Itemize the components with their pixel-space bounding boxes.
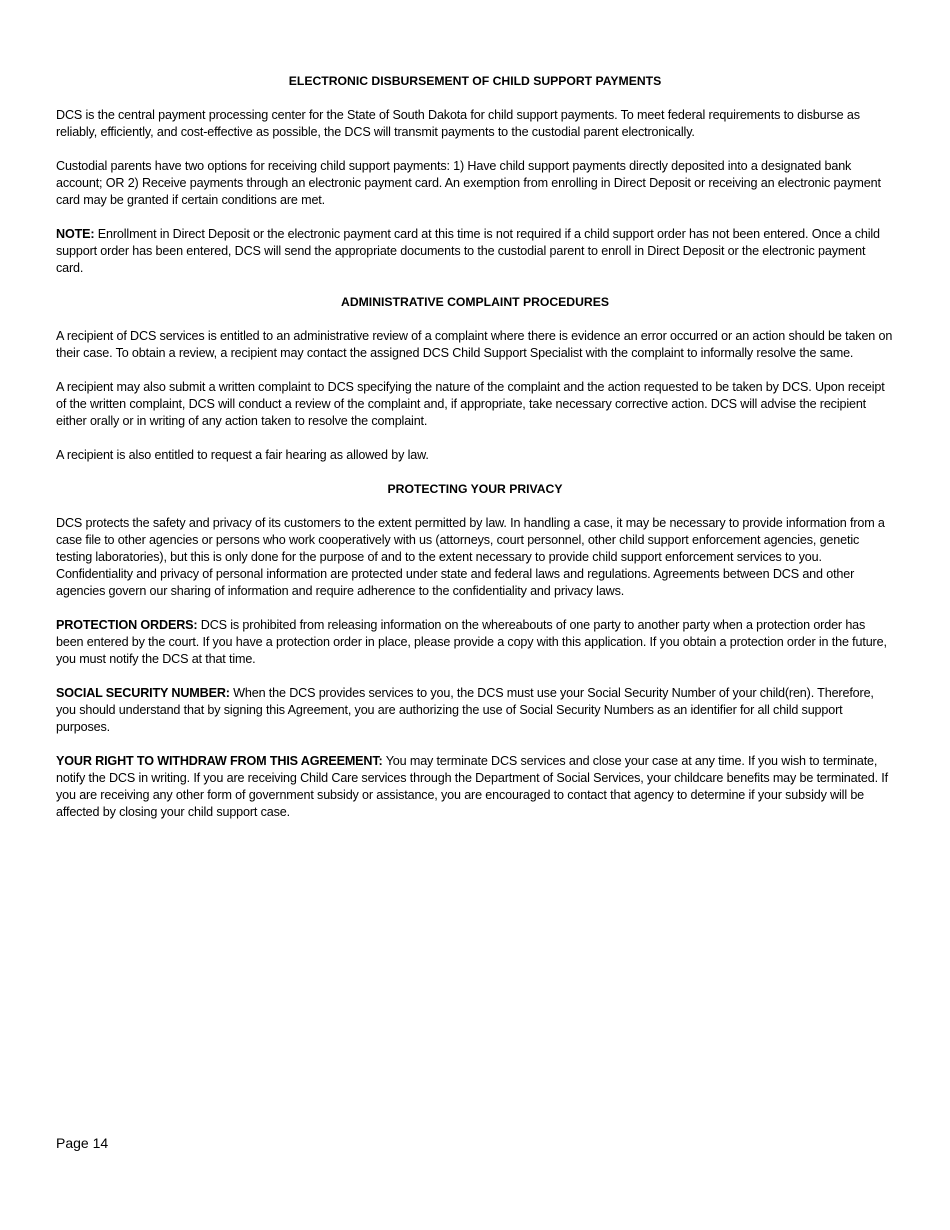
paragraph-text: When the DCS provides services to you, the DCS must use your Social Security Number of your child(ren). Therefore, you should understand that by signing this Agreement, you are authorizing the use of Social Security Numbers as an identifier for all child support purposes. (56, 686, 874, 734)
document-page (56, 73, 894, 838)
paragraph-lead-right-to-withdraw: YOUR RIGHT TO WITHDRAW FROM THIS AGREEMENT: (56, 754, 383, 768)
paragraph-text: Custodial parents have two options for receiving child support payments: 1) Have child support payments directly deposited into a designated bank account; OR 2) Receive payments through an electronic payment card. An exemption from enrolling in Direct Deposit or receiving an electronic payment card may be granted if certain conditions are met. (56, 159, 881, 207)
paragraph (56, 328, 894, 362)
paragraph-text: DCS protects the safety and privacy of its customers to the extent permitted by law. In handling a case, it may be necessary to provide information from a case file to other agencies or persons who work cooperatively with us (attorneys, court personnel, other child support enforcement agencies, genetic testing laboratories), but this is only done for the purpose of and to the extent necessary to provide child support enforcement services to you. Confidentiality and privacy of personal information are protected under state and federal laws and regulations. Agreements between DCS and other agencies govern our sharing of information and require adherence to the confidentiality and privacy laws. (56, 516, 885, 598)
paragraph (56, 107, 894, 141)
section-heading-electronic-disbursement: ELECTRONIC DISBURSEMENT OF CHILD SUPPORT PAYMENTS (288, 74, 662, 88)
section-heading-protecting-privacy: PROTECTING YOUR PRIVACY (387, 482, 563, 496)
paragraph-text: Enrollment in Direct Deposit or the electronic payment card at this time is not required if a child support order has not been entered. Once a child support order has been entered, DCS will send the appropriate documents to the custodial parent to enroll in Direct Deposit or the electronic payment card. (56, 227, 880, 275)
paragraph-text: DCS is prohibited from releasing information on the whereabouts of one party to another party when a protection order has been entered by the court. If you have a protection order in place, please provide a copy with this application. If you obtain a protection order in the future, you must notify the DCS at that time. (56, 618, 887, 666)
paragraph (56, 379, 894, 430)
paragraph (56, 617, 894, 668)
paragraph (56, 447, 894, 464)
paragraph-lead-note: NOTE: (56, 227, 95, 241)
paragraph-text: A recipient is also entitled to request a fair hearing as allowed by law. (56, 448, 429, 462)
paragraph (56, 226, 894, 277)
paragraph (56, 515, 894, 600)
page-number: Page 14 (56, 1135, 109, 1151)
paragraph (56, 158, 894, 209)
paragraph (56, 685, 894, 736)
paragraph-text: A recipient of DCS services is entitled to an administrative review of a complaint where there is evidence an error occurred or an action should be taken on their case. To obtain a review, a recipient may contact the assigned DCS Child Support Specialist with the complaint to informally resolve the same. (56, 329, 893, 360)
paragraph-lead-social-security: SOCIAL SECURITY NUMBER: (56, 686, 230, 700)
paragraph (56, 753, 894, 821)
paragraph-text: You may terminate DCS services and close your case at any time. If you wish to terminate, notify the DCS in writing. If you are receiving Child Care services through the Department of Social Services, your childcare benefits may be terminated. If you are receiving any other form of government subsidy or assistance, you are encouraged to contact that agency to determine if your subsidy will be affected by closing your child support case. (56, 754, 888, 819)
paragraph-text: A recipient may also submit a written complaint to DCS specifying the nature of the complaint and the action requested to be taken by DCS. Upon receipt of the written complaint, DCS will conduct a review of the complaint and, if appropriate, take necessary corrective action. DCS will advise the recipient either orally or in writing of any action taken to resolve the complaint. (56, 380, 885, 428)
section-heading-administrative-complaint: ADMINISTRATIVE COMPLAINT PROCEDURES (341, 295, 609, 309)
paragraph-text: DCS is the central payment processing center for the State of South Dakota for child support payments. To meet federal requirements to disburse as reliably, efficiently, and cost-effective as possible, the DCS will transmit payments to the custodial parent electronically. (56, 108, 860, 139)
paragraph-lead-protection-orders: PROTECTION ORDERS: (56, 618, 198, 632)
